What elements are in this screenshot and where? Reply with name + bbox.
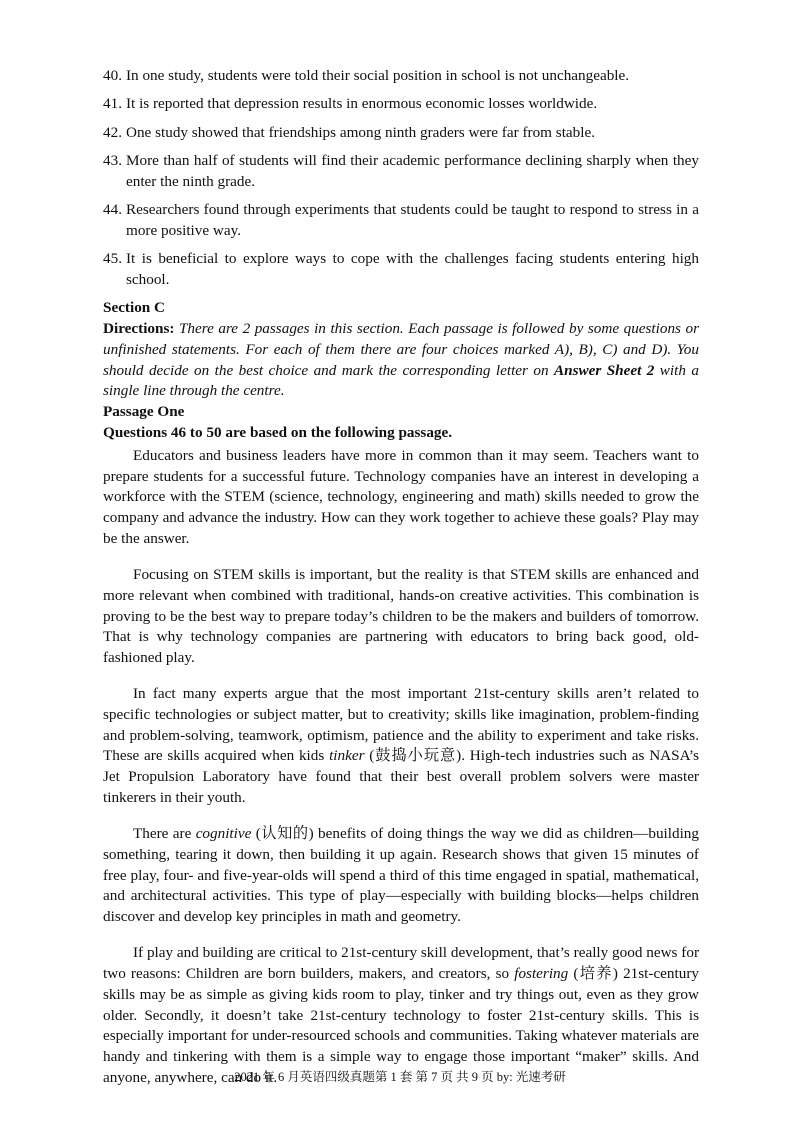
question-item: 42. One study showed that friendships among ninth graders were far from stable. bbox=[103, 123, 596, 141]
passage-title: Passage One bbox=[103, 403, 185, 421]
passage-paragraph: Educators and business leaders have more in common than it may seem. Teachers want to prepare students for a successful future. Technology companies have an interest in developing a workforce with the STEM (science, technology, engineering and math) skills needed to grow the company and advance the industry. How can they work together to achieve these goals? Play may be the answer. bbox=[103, 446, 699, 547]
page-footer: 2021 年 6 月英语四级真题第 1 套 第 7 页 共 9 页 by: 光速考研 bbox=[234, 1070, 566, 1084]
question-item: 41. It is reported that depression results in enormous economic losses worldwide. bbox=[103, 95, 598, 113]
passage-paragraph: Focusing on STEM skills is important, but the reality is that STEM skills are enhanced and more relevant when combined with traditional, hands-on creative activities. This combination is proving to be the best way to prepare today’s children to be the makers and builders of tomorrow. That is why technology companies are partnering with educators to bring back good, old-fashioned play. bbox=[103, 565, 699, 667]
directions-label: Directions: bbox=[103, 319, 175, 337]
question-item: 44. Researchers found through experiments that students could be taught to respond to stress in a more positive way. bbox=[103, 200, 699, 239]
question-list bbox=[103, 66, 699, 291]
passage-paragraph: If play and building are critical to 21st-century skill development, that’s really good news for two reasons: Children are born builders, makers, and creators, so fostering (培养) 21st-century skills may be as simple as giving kids room to play, tinker and try things out, even as they grow older. Secondly, it doesn’t take 21st-century technology to foster 21st-century skills. This is especially important for under-resourced schools and communities. Taking whatever materials are handy and tinkering with them is a simple way to engage those important “maker” skills. And anyone, anywhere, can do it. bbox=[103, 944, 699, 1087]
answer-sheet-label: Answer Sheet 2 bbox=[554, 361, 655, 379]
section-title: Section C bbox=[103, 299, 166, 317]
question-item: 43. More than half of students will find their academic performance declining sharply when they enter the ninth grade. bbox=[103, 151, 699, 190]
question-item: 45. It is beneficial to explore ways to cope with the challenges facing students entering high school. bbox=[103, 250, 699, 288]
document-page bbox=[103, 66, 699, 1097]
directions: Directions: There are 2 passages in this section. Each passage is followed by some questions or unfinished statements. For each of them there are four choices marked A), B), C) and D). You should decide on the best choice and mark the corresponding letter on Answer Sheet 2 with a single line through the centre. bbox=[103, 319, 700, 400]
passage-intro: Questions 46 to 50 are based on the following passage. bbox=[103, 423, 453, 441]
passage-paragraph: In fact many experts argue that the most important 21st-century skills aren’t related to specific technologies or subject matter, but to creativity; skills like imagination, problem-finding and problem-solving, teamwork, optimism, patience and the ability to experiment and take risks. These are skills acquired when kids tinker (鼓捣小玩意). High-tech industries such as NASA’s Jet Propulsion Laboratory have found that their best overall problem solvers were master tinkerers in their youth. bbox=[103, 685, 700, 807]
passage-paragraph: There are cognitive (认知的) benefits of doing things the way we did as children—building something, tearing it down, then building it up again. Research shows that given 15 minutes of free play, four- and five-year-olds will spend a third of this time engaged in spatial, mathematical, and architectural activities. This type of play—especially with building blocks—helps children discover and develop key principles in math and geometry. bbox=[103, 825, 699, 926]
question-item: 40. In one study, students were told their social position in school is not unchangeable. bbox=[103, 67, 630, 84]
